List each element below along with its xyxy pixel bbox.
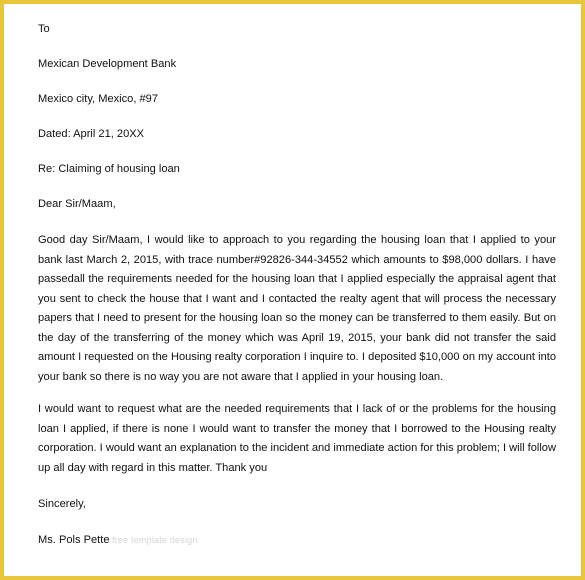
letter-date: Dated: April 21, 20XX xyxy=(38,128,145,140)
letter-subject: Re: Claiming of housing loan xyxy=(38,163,180,175)
letter-page xyxy=(4,4,581,576)
body-paragraph-1: Good day Sir/Maam, I would like to approach to you regarding the housing loan that I applied to your bank last March 2, 2015, with trace number#92826-344-34552 which amounts to $98,000 dollars. I have passedall the requirements needed for the housing loan that I applied especially the appraisal agent that you sent to check the house that I want and I contacted the realty agent that will process the necessary papers that I need to present for the housing loan so the money can be transferred to them easily. But on the day of the transferring of the money which was April 19, 2015, your bank did not transfer the said amount I requested on the Housing realty corporation I inquire to. I deposited $10,000 on my account into your bank so there is no way you are not aware that I applied in your housing loan. xyxy=(38,234,556,383)
recipient-address: Mexico city, Mexico, #97 xyxy=(38,93,159,105)
watermark-text: free template design xyxy=(112,535,198,545)
to-label: To xyxy=(38,23,50,35)
salutation: Dear Sir/Maam, xyxy=(38,198,116,210)
recipient-name: Mexican Development Bank xyxy=(38,58,177,70)
closing-text: Sincerely, xyxy=(38,498,86,510)
letter-document xyxy=(38,21,556,548)
signature-name: Ms. Pols Pette xyxy=(38,534,110,546)
body-paragraph-2: I would want to request what are the needed requirements that I lack of or the problems for the housing loan I applied, if there is none I would want to transfer the money that I borrowed to the Housing realty corporation. I would want an explanation to the incident and immediate action for this problem; I will follow up all day with regard in this matter. Thank you xyxy=(38,403,556,474)
